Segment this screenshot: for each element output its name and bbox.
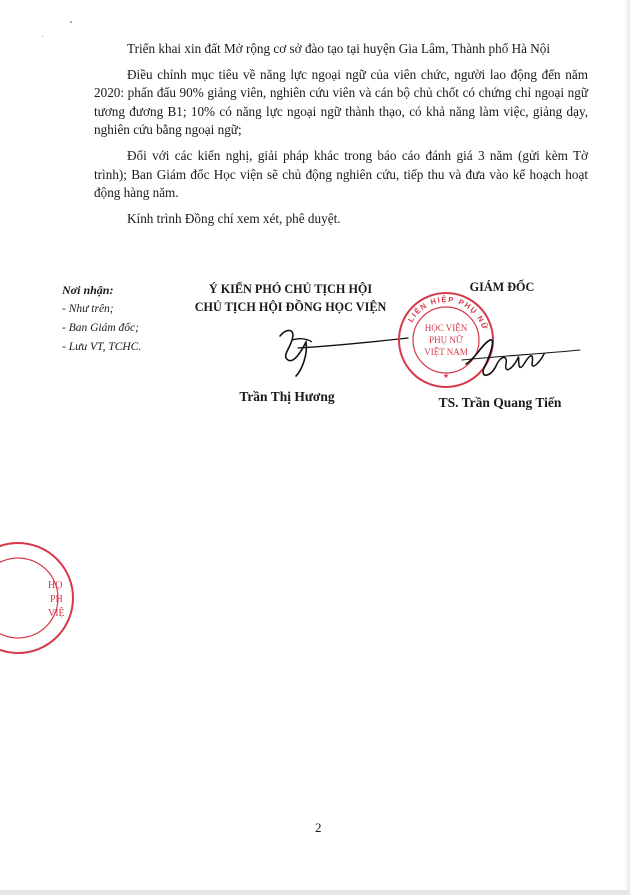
vice-chair-title-line2: CHỦ TỊCH HỘI ĐỒNG HỌC VIỆN <box>194 300 387 314</box>
seal-text-line1: HỌC VIỆN <box>424 323 468 333</box>
partial-seal-text-line2: PH <box>50 594 63 605</box>
director-signature <box>460 330 600 390</box>
seal-ring-text: LIÊN HIỆP PHỤ NỮ <box>406 294 490 332</box>
partial-seal-left-margin <box>0 538 80 658</box>
vice-chair-block <box>183 280 398 316</box>
paragraph-other-proposals: Đối với các kiến nghị, giải pháp khác trong báo cáo đánh giá 3 năm (gửi kèm Tờ trình); Ban Giám đốc Học viện sẽ chủ động nghiên cứu, tiếp thu và đưa vào kế hoạch hoạt động hàng năm. <box>94 147 588 201</box>
seal-star-icon: ★ <box>442 372 450 380</box>
paragraph-closing: Kính trình Đồng chí xem xét, phê duyệt. <box>127 210 341 226</box>
scan-speck <box>70 21 72 23</box>
seal-text-line2: PHỤ NỮ <box>429 335 463 345</box>
paragraph-language-goal: Điều chỉnh mục tiêu về năng lực ngoại ngữ của viên chức, người lao động đến năm 2020: phấn đấu 90% giảng viên, nghiên cứu viên và cán bộ chủ chốt có chứng chỉ ngoại ngữ tương đương B1; 10% có năng lực ngoại ngữ thành thạo, có khả năng làm việc, giảng dạy, nghiên cứu bằng ngoại ngữ; <box>94 66 588 138</box>
seal-text-line3: VIỆT NAM <box>424 347 468 357</box>
recipient-item: - Ban Giám đốc; <box>62 322 139 334</box>
vice-chair-signature <box>262 320 412 380</box>
director-title: GIÁM ĐỐC <box>469 280 535 294</box>
page-number: 2 <box>315 820 322 835</box>
recipients-block <box>62 281 192 357</box>
recipients-title: Nơi nhận: <box>62 283 114 297</box>
scan-speck <box>42 36 43 37</box>
vice-chair-name: Trần Thị Hương <box>239 389 335 404</box>
recipient-item: - Lưu VT, TCHC. <box>62 341 142 353</box>
paragraph-land-expansion: Triển khai xin đất Mở rộng cơ sở đào tạo tại huyện Gia Lâm, Thành phố Hà Nội <box>127 41 551 56</box>
vice-chair-title-line1: Ý KIẾN PHÓ CHỦ TỊCH HỘI <box>208 282 373 296</box>
director-name: TS. Trần Quang Tiến <box>438 395 562 410</box>
body-text <box>94 40 588 235</box>
scan-border-bottom <box>0 890 630 895</box>
partial-seal-text-line3: VIỆ <box>48 608 65 619</box>
partial-seal-text-line1: HỌ <box>48 580 63 591</box>
scan-border-right <box>624 0 630 895</box>
recipient-item: - Như trên; <box>62 303 114 315</box>
